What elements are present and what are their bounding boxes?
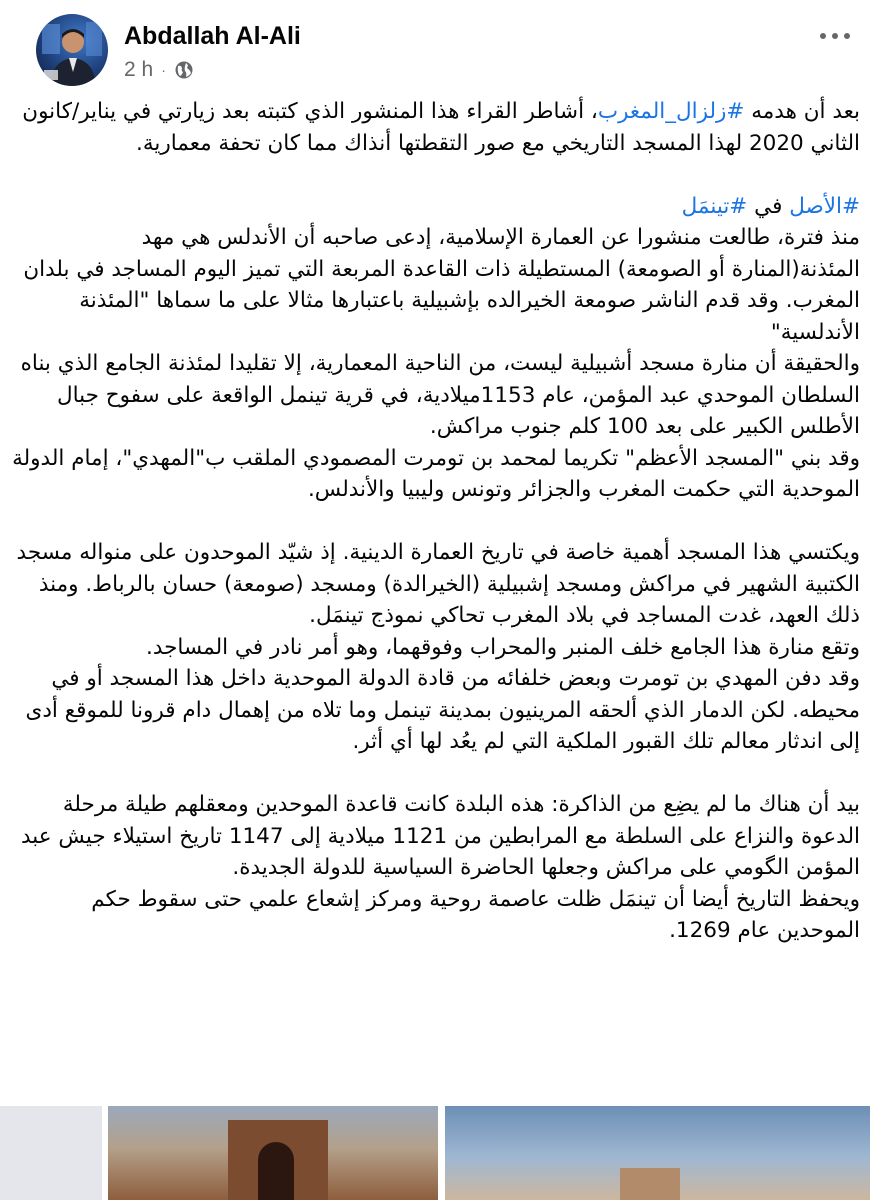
post-time[interactable]: 2 h <box>124 58 154 81</box>
paragraph: وتقع منارة هذا الجامع خلف المنبر والمحراب وفوقهما، وهو أمر نادر في المساجد. <box>146 634 860 660</box>
paragraph: منذ فترة، طالعت منشورا عن العمارة الإسلامية، إدعى صاحبه أن الأندلس هي مهد المئذنة(المنارة أو الصومعة) المستطيلة ذات القاعدة المربعة التي تميز اليوم المساجد في بلدان المغرب. وقد قدم الناشر صومعة الخيرالده بإشبيلية باعتبارها مثالا على ما سماها "المئذنة الأندلسية" <box>23 225 860 345</box>
hashtag-link[interactable]: #تينمَل <box>681 193 748 219</box>
hashtag-link[interactable]: #الأصل <box>789 193 860 219</box>
hashtag-link[interactable]: #زلزال_المغرب <box>597 99 745 124</box>
minaret-door-shape <box>258 1142 294 1200</box>
paragraph: وقد بني "المسجد الأعظم" تكريما لمحمد بن تومرت المصمودي الملقب ب"المهدي"، إمام الدولة الموحدية التي حكمت المغرب والجزائر وتونس وليبيا والأندلس. <box>12 445 860 502</box>
paragraph: بيد أن هناك ما لم يضِع من الذاكرة: هذه البلدة كانت قاعدة الموحدين ومعقلهم طيلة مرحلة الدعوة والنزاع على السلطة مع المرابطين من 1121 ميلادية إلى 1147 تاريخ استيلاء جيش عبد المؤمن الگومي على مراكش وجعلها الحاضرة السياسية للدولة الجديدة. <box>21 792 860 880</box>
post-meta <box>124 58 194 82</box>
paragraph: وقد دفن المهدي بن تومرت وبعض خلفائه من قادة الدولة الموحدية داخل هذا المسجد أو في محيطه. لكن الدمار الذي ألحقه المرينيون بمدينة تينمل وما تلاه من إهمال دام قرونا للموقع أدى إلى اندثار معالم تلك القبور الملكية التي لم يعُد لها أي أثر. <box>25 666 860 754</box>
more-options-icon[interactable] <box>820 24 850 48</box>
post-photo-sky[interactable] <box>445 1106 870 1200</box>
paragraph: والحقيقة أن منارة مسجد أشبيلية ليست، من الناحية المعمارية، إلا تقليدا لمئذنة الجامع الذي بناه السلطان الموحدي عبد المؤمن، عام 1153ميلادية، في قرية تينمل الواقعة على سفوح جبال الأطلس الكبير على بعد 100 كلم جنوب مراكش. <box>20 351 860 439</box>
paragraph: ويحفظ التاريخ أيضا أن تينمَل ظلت عاصمة روحية ومركز إشعاع علمي حتى سقوط حكم الموحدين عام 1269. <box>91 886 860 943</box>
avatar-person-icon <box>36 14 108 86</box>
avatar[interactable] <box>36 14 108 86</box>
post-photo-minaret[interactable] <box>108 1106 438 1200</box>
photo-placeholder <box>0 1106 102 1200</box>
globe-icon[interactable] <box>174 60 194 80</box>
intro-paragraph: بعد أن هدمه #زلزال_المغرب، أشاطر القراء هذا المنشور الذي كتبته بعد زيارتي في يناير/كانون الثاني 2020 لهذا المسجد التاريخي مع صور التقطتها أنذاك مما كان تحفة معمارية. <box>22 99 860 156</box>
section-heading: #الأصل في #تينمَل <box>681 193 860 219</box>
paragraph: ويكتسي هذا المسجد أهمية خاصة في تاريخ العمارة الدينية. إذ شيّد الموحدون على منواله مسجد الكتبية الشهير في مراكش ومسجد إشبيلية (الخيرالدة) ومسجد (صومعة) حسان بالرباط. ومنذ ذلك العهد، غدت المساجد في بلاد المغرب تحاكي نموذج تينمَل. <box>16 540 860 628</box>
post-text <box>10 96 860 947</box>
author-name[interactable]: Abdallah Al-Ali <box>124 22 301 50</box>
tower-top-shape <box>620 1168 680 1200</box>
meta-separator: · <box>161 62 166 78</box>
post-header <box>0 0 870 95</box>
